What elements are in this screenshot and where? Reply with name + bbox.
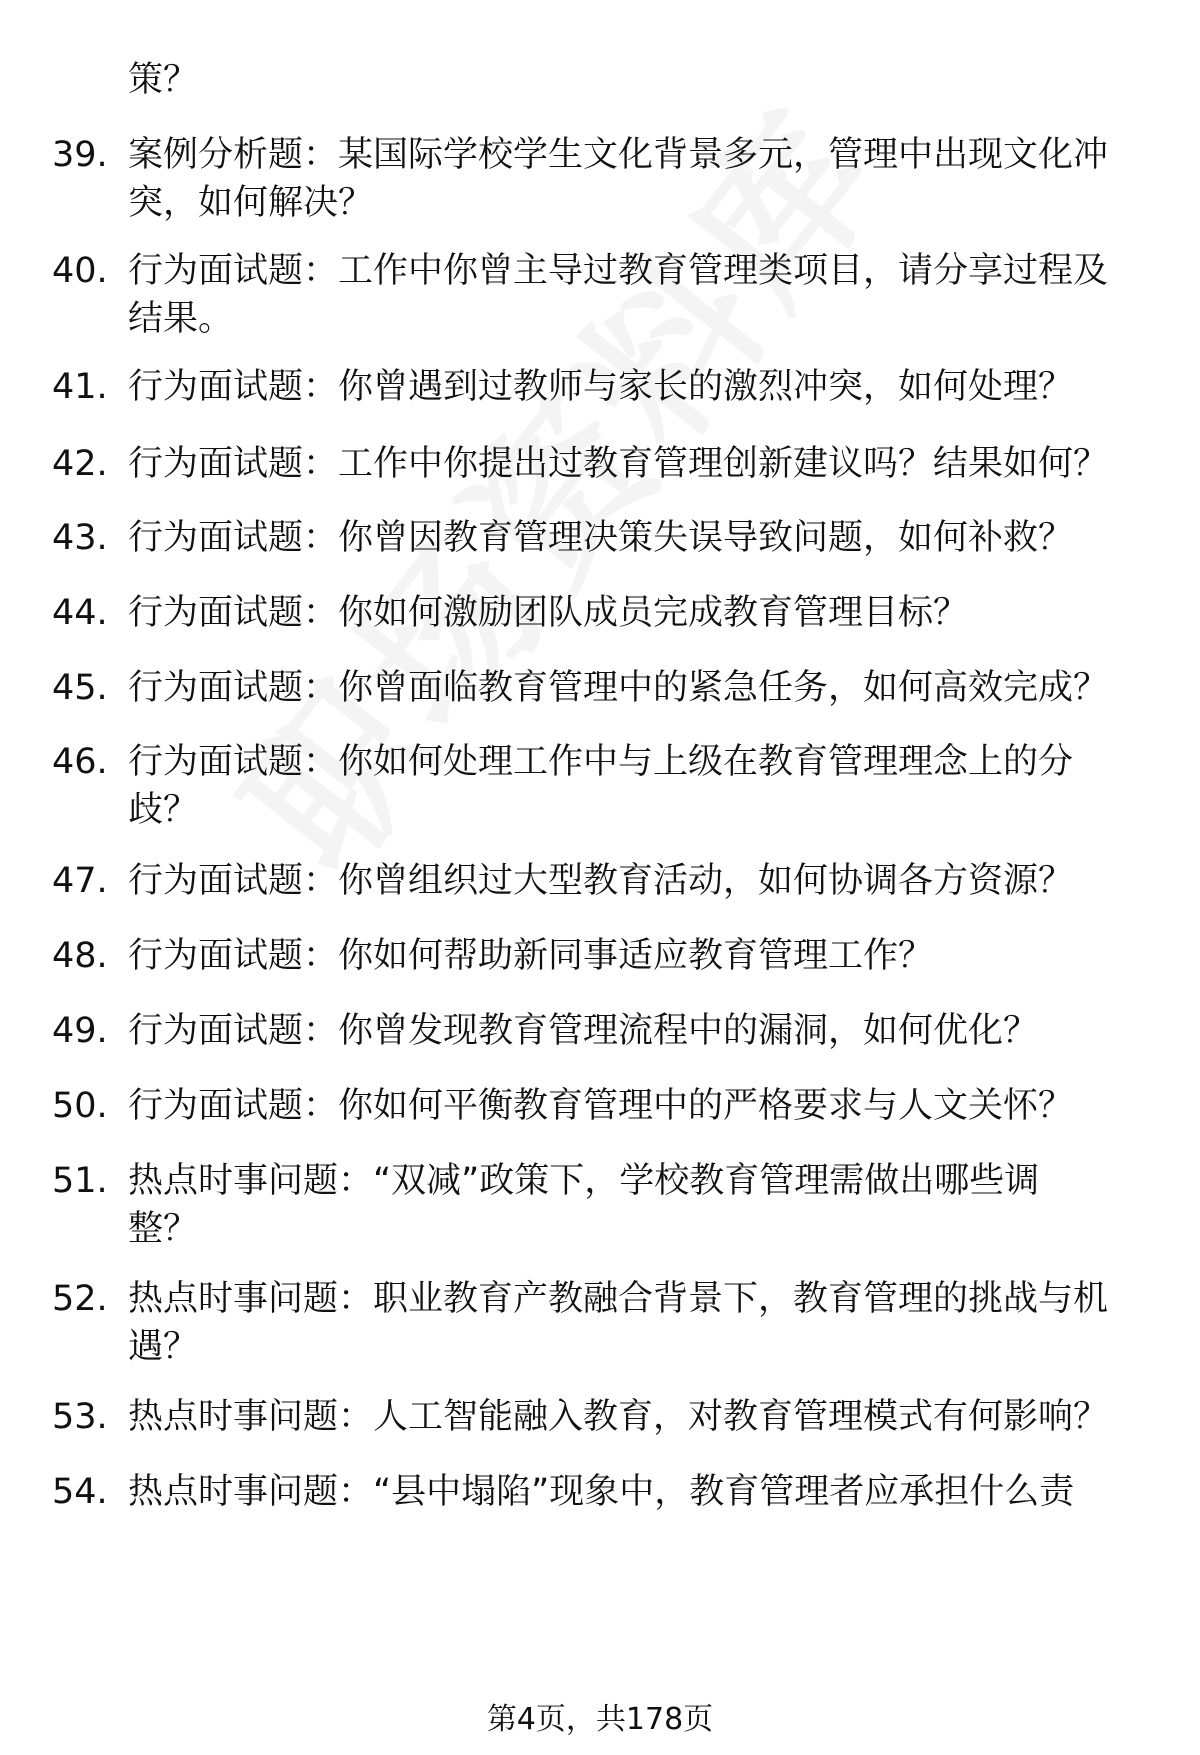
question-line: 整？: [128, 1209, 199, 1249]
question-number: 39.: [52, 135, 108, 175]
question-number: 52.: [52, 1279, 108, 1319]
question-text: [128, 589, 1138, 637]
question-item-53: [0, 1393, 1200, 1441]
question-item-49: [0, 1007, 1200, 1055]
question-line: 行为面试题：你曾发现教育管理流程中的漏洞，如何优化？: [128, 1011, 1039, 1051]
question-item-52: [0, 1275, 1200, 1371]
question-item-47: [0, 857, 1200, 905]
question-line: 热点时事问题：“双减”政策下，学校教育管理需做出哪些调: [128, 1161, 1040, 1201]
question-number: 44.: [52, 593, 108, 633]
question-text: [128, 664, 1138, 712]
question-text: [128, 1275, 1138, 1371]
question-number: 46.: [52, 742, 108, 782]
question-line: 行为面试题：你曾遇到过教师与家长的激烈冲突，如何处理？: [128, 367, 1074, 407]
question-text: [128, 131, 1138, 227]
question-line: 突，如何解决？: [128, 183, 374, 223]
question-text: [128, 1393, 1138, 1441]
question-text: [128, 932, 1138, 980]
question-text: [128, 514, 1138, 562]
question-item-44: [0, 589, 1200, 637]
question-line: 行为面试题：你曾因教育管理决策失误导致问题，如何补救？: [128, 518, 1074, 558]
question-number: 41.: [52, 367, 108, 407]
question-line: 歧？: [128, 790, 199, 830]
question-text: [128, 1468, 1138, 1516]
question-line: 热点时事问题：“县中塌陷”现象中，教育管理者应承担什么责: [128, 1472, 1075, 1512]
question-item-54: [0, 1468, 1200, 1516]
question-number: 49.: [52, 1011, 108, 1051]
question-line: 行为面试题：你曾面临教育管理中的紧急任务，如何高效完成？: [128, 668, 1109, 708]
question-number: 50.: [52, 1086, 108, 1126]
question-item-40: [0, 247, 1200, 343]
question-text: [128, 1007, 1138, 1055]
question-text: [128, 857, 1138, 905]
question-text: [128, 1082, 1138, 1130]
question-item-43: [0, 514, 1200, 562]
question-text: [128, 247, 1138, 343]
question-item-45: [0, 664, 1200, 712]
question-item-46: [0, 738, 1200, 834]
question-line: 行为面试题：你如何处理工作中与上级在教育管理理念上的分: [128, 742, 1074, 782]
question-text: [128, 363, 1138, 411]
question-item-51: [0, 1157, 1200, 1253]
question-text: [128, 1157, 1138, 1253]
question-number: 51.: [52, 1161, 108, 1201]
question-line: 行为面试题：工作中你提出过教育管理创新建议吗？结果如何？: [128, 444, 1109, 484]
question-number: 43.: [52, 518, 108, 558]
question-item-48: [0, 932, 1200, 980]
page-footer: 第4页，共178页: [486, 1702, 714, 1737]
question-number: 40.: [52, 251, 108, 291]
question-item-42: [0, 440, 1200, 488]
question-text: [128, 440, 1138, 488]
question-text: [128, 738, 1138, 834]
question-number: 53.: [52, 1397, 108, 1437]
question-line: 行为面试题：你如何平衡教育管理中的严格要求与人文关怀？: [128, 1086, 1074, 1126]
question-line: 行为面试题：你如何激励团队成员完成教育管理目标？: [128, 593, 969, 633]
question-number: 42.: [52, 444, 108, 484]
question-item-41: [0, 363, 1200, 411]
question-item-39: [0, 131, 1200, 227]
question-line: 案例分析题：某国际学校学生文化背景多元，管理中出现文化冲: [128, 135, 1109, 175]
question-line: 结果。: [128, 299, 234, 339]
question-number: 47.: [52, 861, 108, 901]
question-line: 行为面试题：你曾组织过大型教育活动，如何协调各方资源？: [128, 861, 1074, 901]
question-line: 行为面试题：你如何帮助新同事适应教育管理工作？: [128, 936, 934, 976]
question-number: 48.: [52, 936, 108, 976]
question-number: 54.: [52, 1472, 108, 1512]
question-line: 行为面试题：工作中你曾主导过教育管理类项目，请分享过程及: [128, 251, 1109, 291]
question-number: 45.: [52, 668, 108, 708]
question-item-50: [0, 1082, 1200, 1130]
question-line: 热点时事问题：职业教育产教融合背景下，教育管理的挑战与机: [128, 1279, 1109, 1319]
continuation-text: 策？: [128, 60, 199, 100]
question-line: 热点时事问题：人工智能融入教育，对教育管理模式有何影响？: [128, 1397, 1109, 1437]
question-line: 遇？: [128, 1327, 199, 1367]
